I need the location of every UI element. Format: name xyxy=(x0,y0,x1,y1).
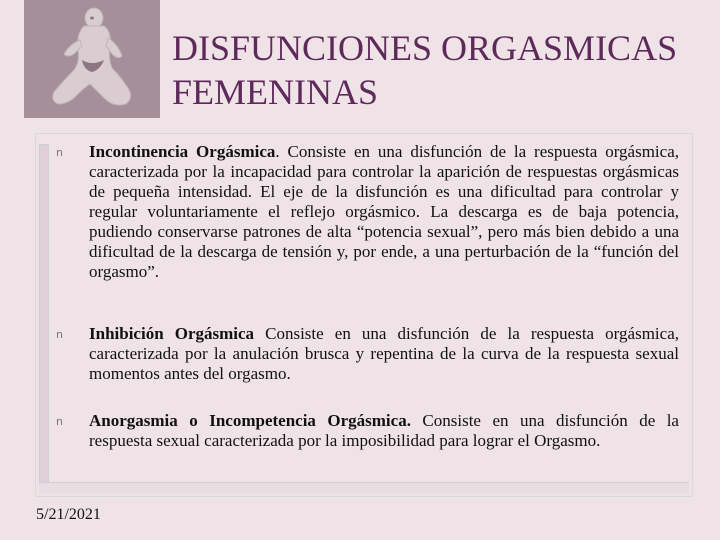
logo-sculpture-image xyxy=(24,0,160,118)
bullet-icon: n xyxy=(56,415,63,428)
slide-date: 5/21/2021 xyxy=(36,506,101,523)
item-text xyxy=(89,324,679,384)
title-line-2: FEMENINAS xyxy=(172,72,379,112)
item-body: Consiste en una disfunción de la respuesta orgásmica, caracterizada por la anulación brusca y repentina de la curva de la respuesta sexual momentos antes del orgasmo. xyxy=(89,324,679,383)
item-text xyxy=(89,411,679,451)
title-line-1: DISFUNCIONES ORGASMICAS xyxy=(172,28,678,68)
decorative-bottom-bar xyxy=(39,482,689,493)
item-body: . Consiste en una disfunción de la respuesta orgásmica, caracterizada por la incapacidad para controlar la aparición de respuestas orgásmicas de pequeña intensidad. El eje de la disfunción es una dificultad para controlar y regular voluntariamente el reflejo orgásmico. La descarga es de baja potencia, pudiendo conservarse patrones de alta “potencia sexual”, pero más bien debido a una dificultad de la descarga de tensión y, por ende, a una perturbación de la “función del orgasmo”. xyxy=(89,142,679,281)
bullet-icon: n xyxy=(56,146,63,159)
bullet-icon: n xyxy=(56,328,63,341)
item-term: Anorgasmia o Incompetencia Orgásmica. xyxy=(89,411,411,430)
item-body: Consiste en una disfunción de la respuesta sexual caracterizada por la imposibilidad para lograr el Orgasmo. xyxy=(89,411,679,450)
item-term: Incontinencia Orgásmica xyxy=(89,142,276,161)
decorative-left-bar xyxy=(39,144,49,484)
slide-title xyxy=(172,26,717,114)
item-text xyxy=(89,142,679,282)
seated-figure-icon xyxy=(24,0,160,118)
item-term: Inhibición Orgásmica xyxy=(89,324,255,343)
content-box xyxy=(35,133,693,497)
